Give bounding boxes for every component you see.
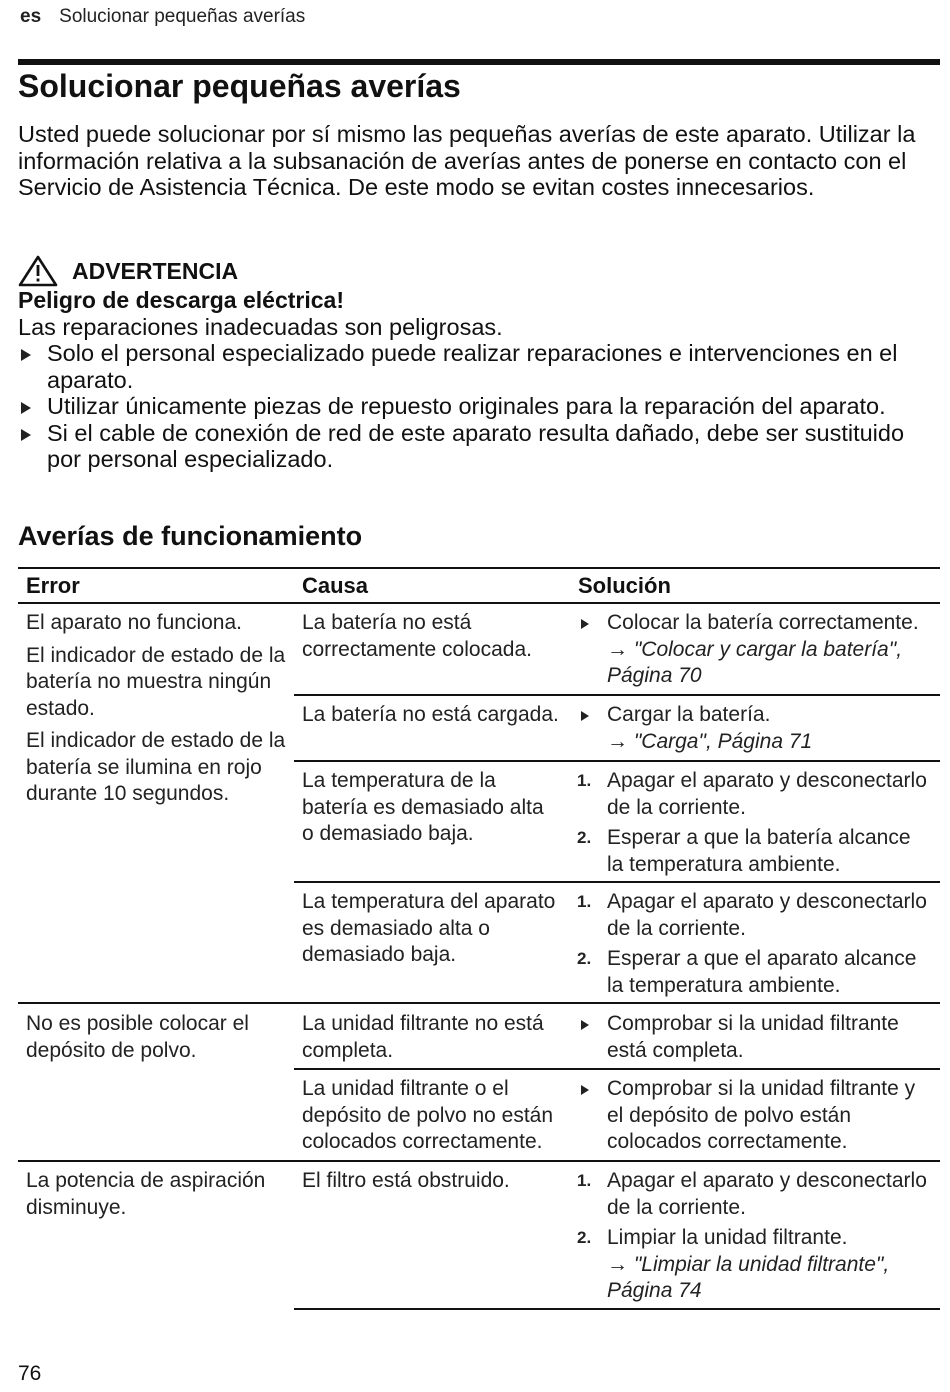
solution-step: 2. Limpiar la unidad filtrante. → "Limpiar la unidad filtrante", Página 74 (577, 1226, 890, 1302)
step-number: 2. (577, 949, 592, 968)
bullet-arrow-icon (581, 619, 589, 629)
running-header (20, 6, 305, 28)
warning-text: Las reparaciones inadecuadas son peligrosas. (18, 313, 503, 340)
language-code: es (20, 6, 42, 27)
solution-cell (577, 1168, 927, 1305)
step-number: 2. (577, 1228, 592, 1247)
page-title: Solucionar pequeñas averías (18, 68, 461, 104)
step-number: 1. (577, 1171, 592, 1190)
solution-cell (577, 610, 927, 690)
header-title: Solucionar pequeñas averías (59, 6, 306, 27)
column-header-cause: Causa (302, 573, 369, 598)
list-item: Si el cable de conexión de red de este aparato resulta dañado, debe ser sustituido por personal especializado. (18, 420, 940, 473)
list-item: Solo el personal especializado puede realizar reparaciones e intervenciones en el aparato. (18, 340, 940, 393)
cause-cell: El filtro está obstruido. (302, 1169, 510, 1192)
step-number: 2. (577, 828, 592, 847)
solution-cell (577, 702, 927, 755)
solution-cell (577, 768, 927, 878)
row-divider (294, 881, 940, 883)
warning-subtitle: Peligro de descarga eléctrica! (18, 287, 344, 313)
solution-cell (577, 1076, 932, 1156)
page-reference: → "Carga", Página 71 (607, 729, 813, 753)
solution-cell (577, 889, 932, 999)
warning-triangle-icon (18, 255, 58, 287)
row-divider (294, 1068, 940, 1070)
cause-cell: La batería no está cargada. (302, 703, 559, 726)
column-header-solution: Solución (578, 573, 671, 598)
page-number: 76 (18, 1362, 42, 1385)
row-divider (294, 1308, 940, 1310)
cause-cell: La unidad filtrante no está completa. (302, 1012, 544, 1062)
solution-step: 1. Apagar el aparato y desconectarlo de la corriente. (577, 890, 927, 940)
bullet-arrow-icon (581, 1085, 589, 1095)
warning-heading (18, 255, 940, 287)
warning-title: ADVERTENCIA (72, 257, 239, 284)
solution-step: Colocar la batería correctamente. → "Colocar y cargar la batería", Página 70 (577, 610, 927, 690)
row-divider (294, 760, 940, 762)
title-rule (18, 59, 940, 65)
intro-paragraph: Usted puede solucionar por sí mismo las pequeñas averías de este aparato. Utilizar la información relativa a la subsanación de averías antes de ponerse en contacto con el Servicio de Asistencia Técnica. De este modo se evitan costes innecesarios. (18, 121, 916, 200)
row-divider (18, 1160, 940, 1162)
cause-cell: La batería no está correctamente colocada. (302, 611, 532, 661)
cause-cell: La unidad filtrante o el depósito de polvo no están colocados correctamente. (302, 1077, 554, 1153)
table-header-rule (18, 602, 940, 604)
error-cell: No es posible colocar el depósito de polvo. (26, 1012, 249, 1062)
solution-step: Comprobar si la unidad filtrante y el depósito de polvo están colocados correctamente. (577, 1076, 932, 1156)
solution-step: 1. Apagar el aparato y desconectarlo de la corriente. (577, 1169, 927, 1219)
cause-cell: La temperatura de la batería es demasiado alta o demasiado baja. (302, 769, 544, 845)
warning-list (18, 340, 940, 473)
error-cell: La potencia de aspiración disminuye. (26, 1169, 266, 1219)
solution-step: 2. Esperar a que la batería alcance la temperatura ambiente. (577, 826, 911, 876)
row-divider (294, 694, 940, 696)
bullet-arrow-icon (21, 349, 31, 361)
row-divider (18, 1002, 940, 1004)
bullet-arrow-icon (21, 429, 31, 441)
section-title: Averías de funcionamiento (18, 521, 363, 551)
bullet-arrow-icon (21, 402, 31, 414)
solution-cell (577, 1011, 932, 1064)
cause-cell: La temperatura del aparato es demasiado alta o demasiado baja. (302, 890, 556, 966)
solution-step: 1. Apagar el aparato y desconectarlo de la corriente. (577, 769, 927, 819)
solution-step: 2. Esperar a que el aparato alcance la temperatura ambiente. (577, 947, 917, 997)
solution-step: Comprobar si la unidad filtrante está completa. (577, 1011, 932, 1064)
step-number: 1. (577, 771, 592, 790)
solution-step: Cargar la batería. → "Carga", Página 71 (577, 702, 927, 755)
warning-box (18, 255, 940, 473)
page-reference: → "Limpiar la unidad filtrante", Página 74 (607, 1252, 890, 1302)
bullet-arrow-icon (581, 711, 589, 721)
page-reference: → "Colocar y cargar la batería", Página 70 (607, 637, 903, 687)
list-item: Utilizar únicamente piezas de repuesto originales para la reparación del aparato. (18, 393, 940, 420)
column-header-error: Error (26, 573, 80, 598)
table-top-rule (18, 567, 940, 569)
bullet-arrow-icon (581, 1020, 589, 1030)
error-cell: El aparato no funciona. El indicador de estado de la batería no muestra ningún estado. El indicador de estado de la batería se ilumina en rojo durante 10 segundos. (26, 611, 286, 805)
step-number: 1. (577, 892, 592, 911)
